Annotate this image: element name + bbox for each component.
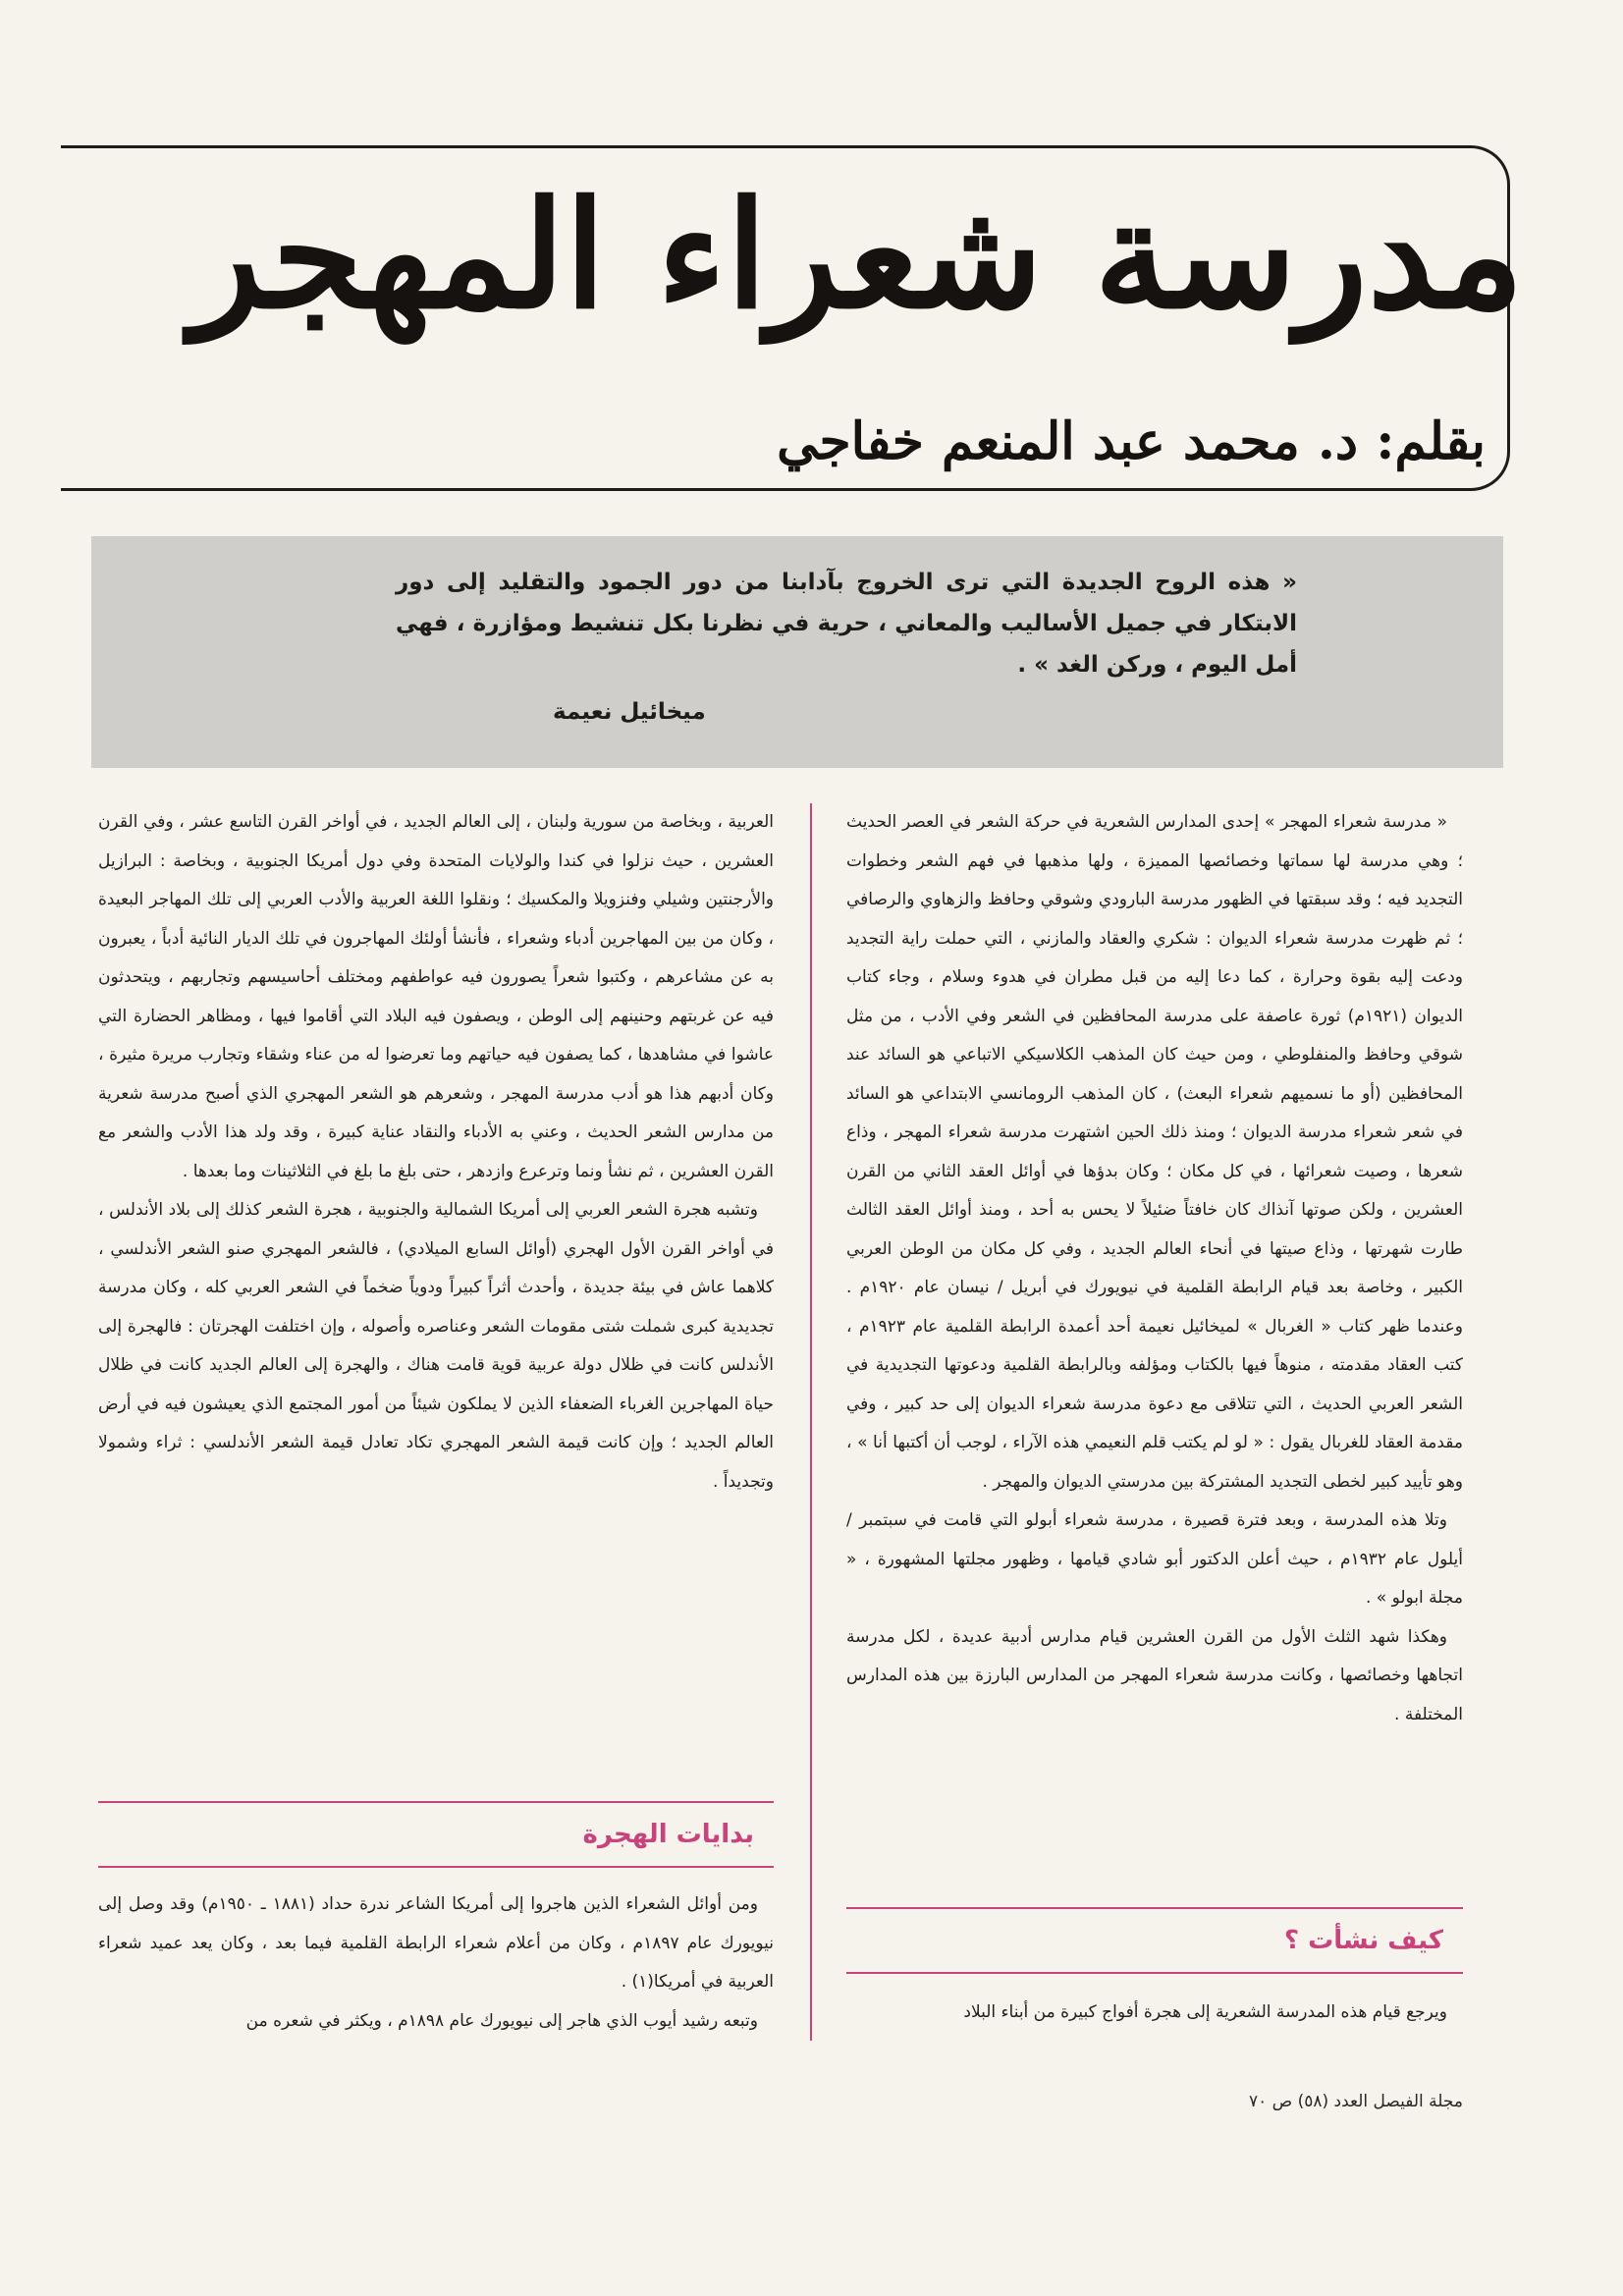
paragraph: وهكذا شهد الثلث الأول من القرن العشرين قيام مدارس أدبية عديدة ، لكل مدرسة اتجاهها وخصائصها ، وكانت مدرسة شعراء المهجر من المدارس البارزة بين هذه المدارس المختلفة . <box>846 1626 1463 1724</box>
paragraph: « مدرسة شعراء المهجر » إحدى المدارس الشعرية في حركة الشعر في العصر الحديث ؛ وهي مدرسة لها سماتها وخصائصها المميزة ، ولها مذهبها في فهم الشعر وخطوات التجديد فيه ؛ وقد سبقتها في الظهور مدرسة البارودي وشوقي وحافظ والزهاوي والرصافي ؛ ثم ظهرت مدرسة شعراء الديوان : شكري والعقاد والمازني ، التي حملت راية التجديد ودعت إليه بقوة وحرارة ، كما دعا إليه من قبل مطران في هدوء وسلام ، وجاء كتاب الديوان (١٩٢١م) ثورة عاصفة على مدرسة المحافظين في الشعر وفي الأدب ، من مثل شوقي وحافظ والمنفلوطي ، ومن حيث كان المذهب الكلاسيكي الاتباعي هو السائد عند المحافظين (أو ما نسميهم شعراء البعث) ، كان المذهب الرومانسي الابتداعي هو السائد في شعر شعراء مدرسة الديوان ؛ ومنذ ذلك الحين اشتهرت مدرسة شعراء المهجر ، وذاع شعرها ، وصيت شعرائها ، في كل مكان ؛ وكان بدؤها في أوائل العقد الثاني من القرن العشرين ، ولكن صوتها آنذاك كان خافتاً ضئيلاً لا يحس به أحد ، ومنذ أوائل العقد الثالث طارت شهرتها ، وذاع صيتها في أنحاء العالم الجديد ، وفي كل مكان من الوطن العربي الكبير ، وخاصة بعد قيام الرابطة القلمية في نيويورك في أبريل / نيسان عام ١٩٢٠م . وعندما ظهر كتاب « الغربال » لميخائيل نعيمة أحد أعمدة الرابطة القلمية عام ١٩٢٣م ، كتب العقاد مقدمته ، منوهاً فيها بالكتاب ومؤلفه وبالرابطة القلمية ودعوتها التجديدية في الشعر العربي الحديث ، التي تتلاقى مع دعوة مدرسة شعراء الديوان إلى حد كبير ، وفي مقدمة العقاد للغربال يقول : « لو لم يكتب قلم النعيمي هذه الآراء ، لوجب أن أكتبها أنا » ، وهو تأييد كبير لخطى التجديد المشتركة بين مدرستي الديوان والمهجر . <box>846 812 1464 1492</box>
quote-author: ميخائيل نعيمة <box>553 699 706 725</box>
page-footer: مجلة الفيصل العدد (٥٨) ص ٧٠ <box>1248 2092 1463 2111</box>
section-title: كيف نشأت ؟ <box>1284 1926 1443 1955</box>
section-header-migration-beginnings <box>98 1801 774 1868</box>
paragraph: ومن أوائل الشعراء الذين هاجروا إلى أمريكا الشاعر ندرة حداد (١٨٨١ ـ ١٩٥٠م) وقد وصل إلى نيويورك عام ١٨٩٧م ، وكان من أعلام شعراء الرابطة القلمية فيما بعد ، وكان يعد عميد شعراء العربية في أمريكا(١) . <box>98 1894 774 1992</box>
right-column <box>846 803 1463 1734</box>
section-title: بدايات الهجرة <box>582 1820 754 1849</box>
left-column-continued <box>98 1886 774 2041</box>
quote-text: « هذه الروح الجديدة التي ترى الخروج بآدابنا من دور الجمود والتقليد إلى دور الابتكار في جميل الأساليب والمعاني ، حرية في نظرنا بكل تنشيط ومؤازرة ، فهي أمل اليوم ، وركن الغد » . <box>396 570 1297 678</box>
author-byline: بقلم: د. محمد عبد المنعم خفاجي <box>777 411 1486 471</box>
left-column <box>98 803 774 1502</box>
right-column-continued <box>846 1994 1463 2033</box>
paragraph: وتشبه هجرة الشعر العربي إلى أمريكا الشمالية والجنوبية ، هجرة الشعر كذلك إلى بلاد الأندلس ، في أواخر القرن الأول الهجري (أوائل السابع الميلادي) ، فالشعر المهجري صنو الشعر الأندلسي ، كلاهما عاش في بيئة جديدة ، وأحدث أثراً كبيراً ودوياً ضخماً في الشعر العربي كله ، وكان مدرسة تجديدية كبرى شملت شتى مقومات الشعر وعناصره وأصوله ، وإن اختلفت الهجرتان : فالهجرة إلى الأندلس كانت في ظلال دولة عربية قوية قامت هناك ، والهجرة إلى العالم الجديد كانت في ظلال حياة المهاجرين الغرباء الضعفاء الذين لا يملكون شيئاً من أمور المجتمع الذي يعيشون فيه في أرض العالم الجديد ؛ وإن كانت قيمة الشعر المهجري تكاد تعادل قيمة الشعر الأندلسي : ثراء وشمولا وتجديداً . <box>98 1200 774 1492</box>
section-header-how-it-began <box>846 1907 1463 1974</box>
paragraph: ويرجع قيام هذه المدرسة الشعرية إلى هجرة أفواج كبيرة من أبناء البلاد <box>963 2002 1447 2022</box>
paragraph: وتبعه رشيد أيوب الذي هاجر إلى نيويورك عام ١٨٩٨م ، ويكثر في شعره من <box>245 2010 758 2031</box>
quote-box <box>91 536 1503 768</box>
article-title: مدرسة شعراء المهجر <box>190 169 1524 342</box>
paragraph: وتلا هذه المدرسة ، وبعد فترة قصيرة ، مدرسة شعراء أبولو التي قامت في سبتمبر / أيلول عام ١٩٣٢م ، حيث أعلن الدكتور أبو شادي قيامها ، وظهور مجلتها المشهورة ، « مجلة ابولو » . <box>846 1510 1464 1608</box>
paragraph: العربية ، وبخاصة من سورية ولبنان ، إلى العالم الجديد ، في أواخر القرن التاسع عشر ، وفي القرن العشرين ، حيث نزلوا في كندا والولايات المتحدة وفي دول أمريكا الجنوبية ، وبخاصة : البرازيل والأرجنتين وشيلي وفنزويلا والمكسيك ؛ ونقلوا اللغة العربية والأدب العربي إلى تلك المهاجر البعيدة ، وكان من بين المهاجرين أدباء وشعراء ، فأنشأ أولئك المهاجرون في تلك الديار النائية أدباً ، يعبرون به عن مشاعرهم ، وكتبوا شعراً يصورون فيه عواطفهم ومختلف أحاسيسهم وتجاربهم ، ويتحدثون فيه عن غربتهم وحنينهم إلى الوطن ، ويصفون فيه البلاد التي أقاموا فيها ، ومظاهر الحضارة التي عاشوا في مشاهدها ، كما يصفون فيه حياتهم وما تعرضوا له من عناء وشقاء وتجارب مريرة مثيرة ، وكان أدبهم هذا هو أدب مدرسة المهجر ، وشعرهم هو الشعر المهجري الذي أصبح مدرسة شعرية من مدارس الشعر الحديث ، وعني به الأدباء والنقاد عناية كبيرة ، وقد ولد هذا الأدب والشعر مع القرن العشرين ، ثم نشأ ونما وترعرع وازدهر ، حتى بلغ ما بلغ في الثلاثينات وما بعدها . <box>98 812 774 1181</box>
column-divider <box>810 803 812 2041</box>
